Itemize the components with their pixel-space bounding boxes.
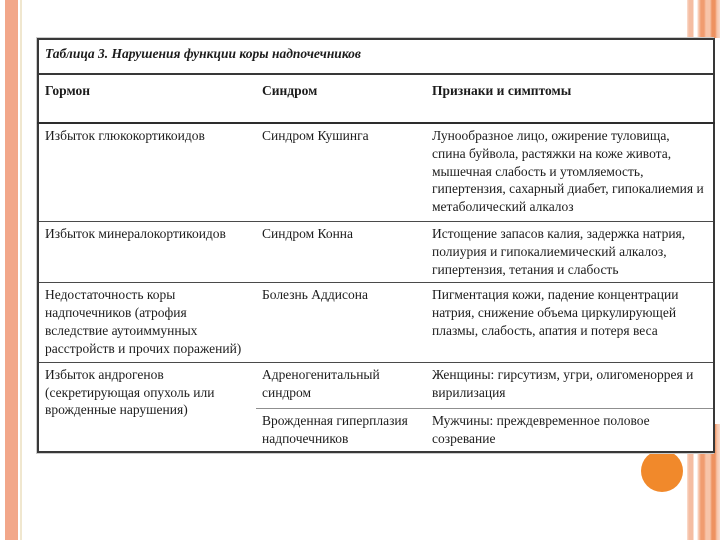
cell-signs: Женщины: гирсутизм, угри, олигоменоррея и вирилизация bbox=[426, 362, 714, 408]
table-row bbox=[38, 222, 714, 283]
orange-circle-decoration bbox=[641, 450, 683, 492]
col-header-signs: Признаки и симптомы bbox=[426, 74, 714, 123]
cell-signs: Лунообразное лицо, ожирение туловища, спина буйвола, растяжки на коже живота, мышечная слабость и утомляемость, гипертензия, сахарный диабет, гипокалиемия и метаболический алкалоз bbox=[432, 128, 704, 215]
cell-syndrome: Адреногенитальный синдром bbox=[256, 362, 426, 408]
cell-hormone: Избыток минералокортикоидов bbox=[38, 222, 256, 283]
col-header-hormone: Гормон bbox=[38, 74, 256, 123]
table-title-row bbox=[38, 39, 714, 74]
adrenal-disorders-table bbox=[37, 38, 713, 453]
cell-signs: Истощение запасов калия, задержка натрия, полиурия и гипокалиемический алкалоз, гипертензия, тетания и слабость bbox=[426, 222, 714, 283]
cell-syndrome: Синдром Конна bbox=[256, 222, 426, 283]
left-accent-stripe bbox=[5, 0, 18, 540]
table-row bbox=[38, 362, 714, 408]
cell-syndrome: Синдром Кушинга bbox=[262, 128, 369, 143]
col-header-syndrome: Синдром bbox=[256, 74, 426, 123]
table-title: Таблица 3. Нарушения функции коры надпочечников bbox=[38, 39, 714, 74]
cell-hormone: Избыток глюкокортикоидов bbox=[45, 128, 205, 143]
table-row bbox=[38, 123, 714, 222]
cell-syndrome: Болезнь Аддисона bbox=[256, 283, 426, 362]
table-row bbox=[38, 283, 714, 362]
cell-hormone: Избыток андрогенов (секретирующая опухоль или врожденные нарушения) bbox=[38, 362, 256, 452]
table bbox=[37, 38, 715, 453]
cell-signs: Пигментация кожи, падение концентрации натрия, снижение объема циркулирующей плазмы, слабость, апатия и потеря веса bbox=[426, 283, 714, 362]
table-header-row bbox=[38, 74, 714, 123]
cell-signs: Мужчины: преждевременное половое созревание bbox=[426, 408, 714, 452]
cell-syndrome: Врожденная гиперплазия надпочечников bbox=[256, 408, 426, 452]
right-accent-stripes-top bbox=[687, 0, 720, 38]
left-thin-accent-line bbox=[20, 0, 22, 540]
cell-hormone: Недостаточность коры надпочечников (атрофия вследствие аутоиммунных расстройств и прочих поражений) bbox=[38, 283, 256, 362]
